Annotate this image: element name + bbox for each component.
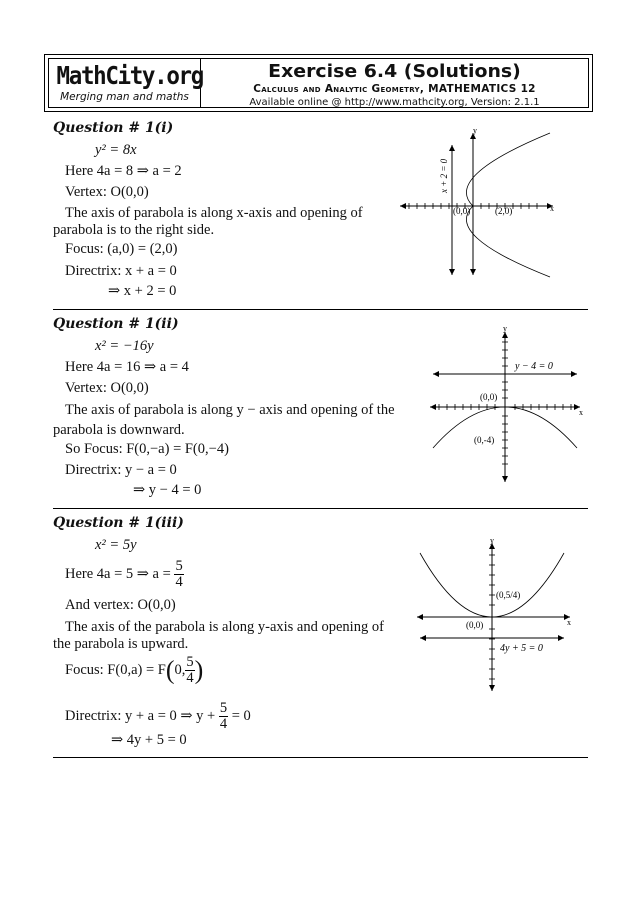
- question-heading: Question # 1(i): [53, 120, 174, 136]
- subject-line: Calculus and Analytic Geometry, MATHEMATICS 12: [253, 83, 536, 95]
- here-line: Here 4a = 16 ⇒ a = 4: [65, 359, 189, 375]
- question-heading: Question # 1(iii): [53, 515, 184, 531]
- fraction-denominator: 4: [219, 716, 228, 732]
- directrix-suffix: = 0: [231, 707, 251, 724]
- directrix-arrow-left: [420, 635, 426, 641]
- fraction-denominator: 4: [186, 670, 194, 686]
- graph-3: [412, 535, 580, 695]
- axis-line-1: The axis of parabola is along x-axis and opening of: [65, 205, 363, 221]
- x-axis-label: x: [579, 408, 583, 417]
- equation: x² = −16y: [95, 338, 154, 354]
- availability-line: Available online @ http://www.mathcity.org, Version: 2.1.1: [249, 97, 540, 108]
- vertex-line: Vertex: O(0,0): [65, 184, 149, 200]
- section-divider: [53, 757, 588, 758]
- logo-box: [49, 59, 201, 107]
- title-box: [201, 59, 588, 107]
- axis-line-2: the parabola is upward.: [53, 636, 189, 652]
- x-axis-arrow-left: [400, 203, 406, 209]
- focus-fraction: [185, 655, 194, 686]
- page-header: [44, 54, 593, 112]
- focus-label: (0,-4): [474, 435, 495, 445]
- y-axis-arrow-bottom: [502, 476, 508, 482]
- y-axis-label: y: [503, 324, 507, 333]
- directrix-line: Directrix: y − a = 0: [65, 462, 177, 478]
- section-divider: [53, 508, 588, 509]
- fraction-numerator: 5: [175, 558, 183, 574]
- origin-label: (0,0): [480, 392, 498, 402]
- directrix-result: ⇒ y − 4 = 0: [133, 482, 202, 498]
- directrix-arrow-left: [433, 371, 439, 377]
- focus-line: So Focus: F(0,−a) = F(0,−4): [65, 441, 229, 457]
- directrix-line: Directrix: x + a = 0: [65, 263, 177, 279]
- directrix-label: y − 4 = 0: [515, 361, 553, 372]
- fraction-numerator: 5: [186, 654, 194, 670]
- graph-1: [395, 125, 565, 280]
- directrix-result: ⇒ x + 2 = 0: [108, 283, 177, 299]
- directrix-arrow: [571, 371, 577, 377]
- focus-line: Focus: F(0,a) = F(0, $\frac{5}{4}$ ): [65, 654, 204, 686]
- focus-label: (0,5/4): [496, 590, 521, 600]
- directrix-arrow: [558, 635, 564, 641]
- focus-line: Focus: (a,0) = (2,0): [65, 241, 178, 257]
- focus-label: (2,0): [495, 206, 513, 216]
- x-axis-label: x: [550, 204, 554, 213]
- directrix-fraction: [219, 701, 228, 732]
- origin-label: (0,0): [466, 620, 484, 630]
- here-text: Here 4a = 5 ⇒ a =: [65, 565, 171, 582]
- parabola-curve: [466, 133, 550, 277]
- directrix-arrow: [449, 145, 455, 151]
- vertex-line: Vertex: O(0,0): [65, 380, 149, 396]
- origin-label: (0,0): [453, 206, 471, 216]
- a-fraction: [174, 559, 183, 590]
- x-axis-arrow-left: [430, 404, 436, 410]
- directrix-label: x + 2 = 0: [439, 158, 449, 193]
- vertex-line: And vertex: O(0,0): [65, 597, 176, 613]
- y-axis-arrow-bottom: [470, 269, 476, 275]
- directrix-label: 4y + 5 = 0: [500, 643, 543, 654]
- directrix-result: ⇒ 4y + 5 = 0: [111, 732, 187, 748]
- equation: y² = 8x: [95, 142, 137, 158]
- focus-text: Focus: F(0,a) = F: [65, 661, 166, 678]
- axis-line-1: The axis of the parabola is along y-axis and opening of: [65, 619, 384, 635]
- axis-line-2: parabola is downward.: [53, 422, 185, 438]
- exercise-title: Exercise 6.4 (Solutions): [268, 61, 521, 82]
- equation: x² = 5y: [95, 537, 137, 553]
- y-axis-label: y: [473, 126, 477, 135]
- directrix-line: [65, 701, 251, 732]
- logo-tagline: Merging man and maths: [60, 91, 189, 103]
- here-line: Here 4a = 8 ⇒ a = 2: [65, 163, 182, 179]
- fraction-denominator: 4: [175, 574, 183, 590]
- graph-2: [425, 322, 590, 487]
- axis-line-1: The axis of parabola is along y − axis and opening of the: [65, 402, 395, 418]
- y-axis-label: y: [490, 536, 494, 545]
- focus-inner: 0,: [174, 661, 186, 678]
- question-heading: Question # 1(ii): [53, 316, 179, 332]
- directrix-text: Directrix: y + a = 0 ⇒ y +: [65, 707, 216, 724]
- directrix-arrow-bottom: [449, 269, 455, 275]
- x-axis-label: x: [567, 618, 571, 627]
- section-divider: [53, 309, 588, 310]
- y-axis-arrow-bottom: [489, 685, 495, 691]
- axis-line-2: parabola is to the right side.: [53, 222, 215, 238]
- logo-title: MathCity.org: [56, 61, 203, 90]
- x-axis-arrow-left: [417, 614, 423, 620]
- here-line: [65, 559, 184, 590]
- fraction-numerator: 5: [219, 700, 228, 716]
- header-frame: [48, 58, 589, 108]
